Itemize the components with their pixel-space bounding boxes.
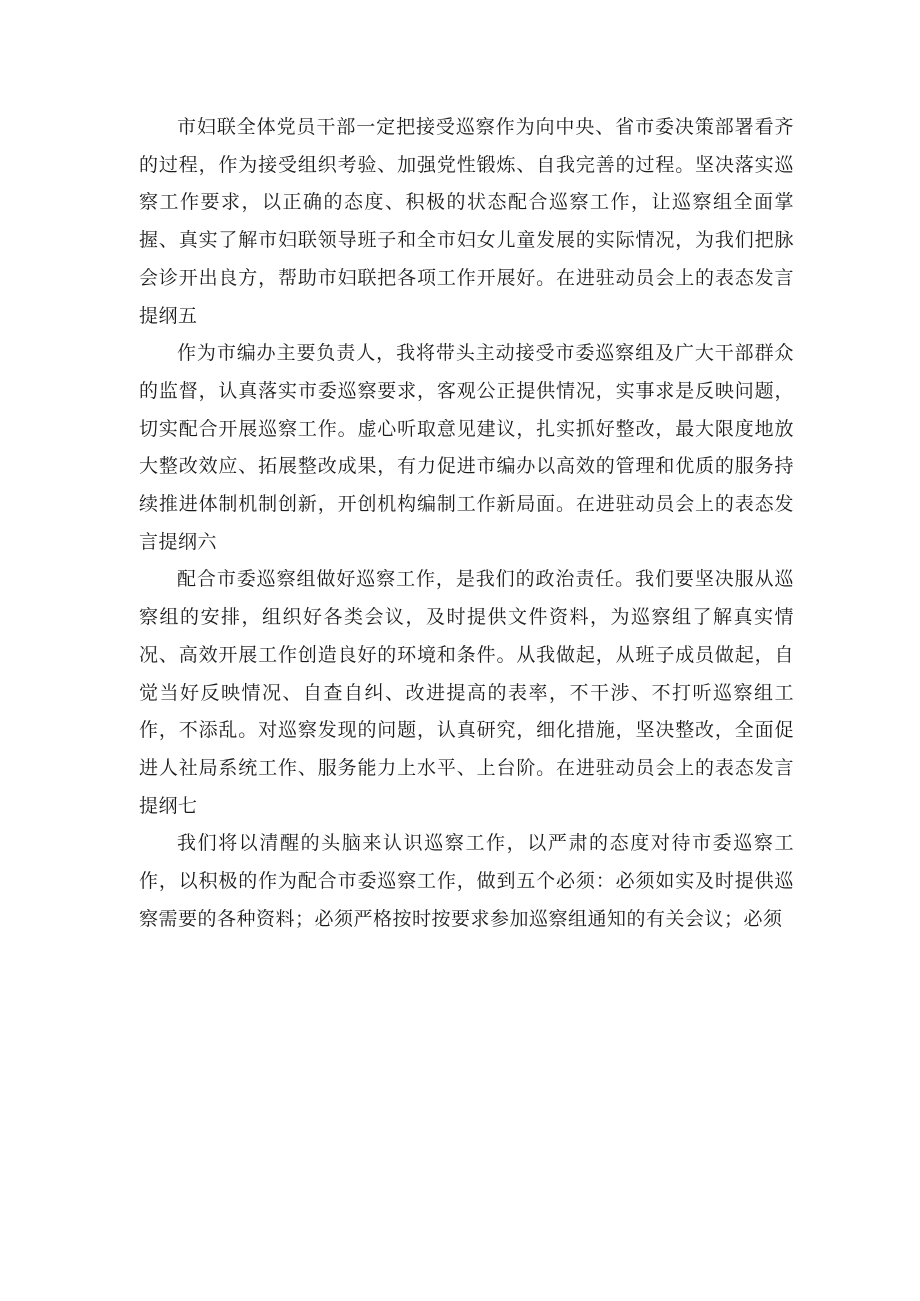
document-body [139,109,794,938]
paragraph-1: 市妇联全体党员干部一定把接受巡察作为向中央、省市委决策部署看齐的过程，作为接受组织考验、加强党性锻炼、自我完善的过程。坚决落实巡察工作要求，以正确的态度、积极的状态配合巡察工作，让巡察组全面掌握、真实了解市妇联领导班子和全市妇女儿童发展的实际情况，为我们把脉会诊开出良方，帮助市妇联把各项工作开展好。在进驻动员会上的表态发言提纲五 [139,116,794,327]
paragraph-2: 作为市编办主要负责人，我将带头主动接受市委巡察组及广大干部群众的监督，认真落实市委巡察要求，客观公正提供情况，实事求是反映问题，切实配合开展巡察工作。虚心听取意见建议，扎实抓好整改，最大限度地放大整改效应、拓展整改成果，有力促进市编办以高效的管理和优质的服务持续推进体制机制创新，开创机构编制工作新局面。在进驻动员会上的表态发言提纲六 [139,342,794,553]
paragraph-3: 配合市委巡察组做好巡察工作，是我们的政治责任。我们要坚决服从巡察组的安排，组织好各类会议，及时提供文件资料，为巡察组了解真实情况、高效开展工作创造良好的环境和条件。从我做起，从班子成员做起，自觉当好反映情况、自查自纠、改进提高的表率，不干涉、不打听巡察组工作，不添乱。对巡察发现的问题，认真研究，细化措施，坚决整改，全面促进人社局系统工作、服务能力上水平、上台阶。在进驻动员会上的表态发言提纲七 [139,568,794,817]
paragraph-4: 我们将以清醒的头脑来认识巡察工作，以严肃的态度对待市委巡察工作，以积极的作为配合市委巡察工作，做到五个必须：必须如实及时提供巡察需要的各种资料；必须严格按时按要求参加巡察组通知的有关会议；必须 [139,832,794,930]
